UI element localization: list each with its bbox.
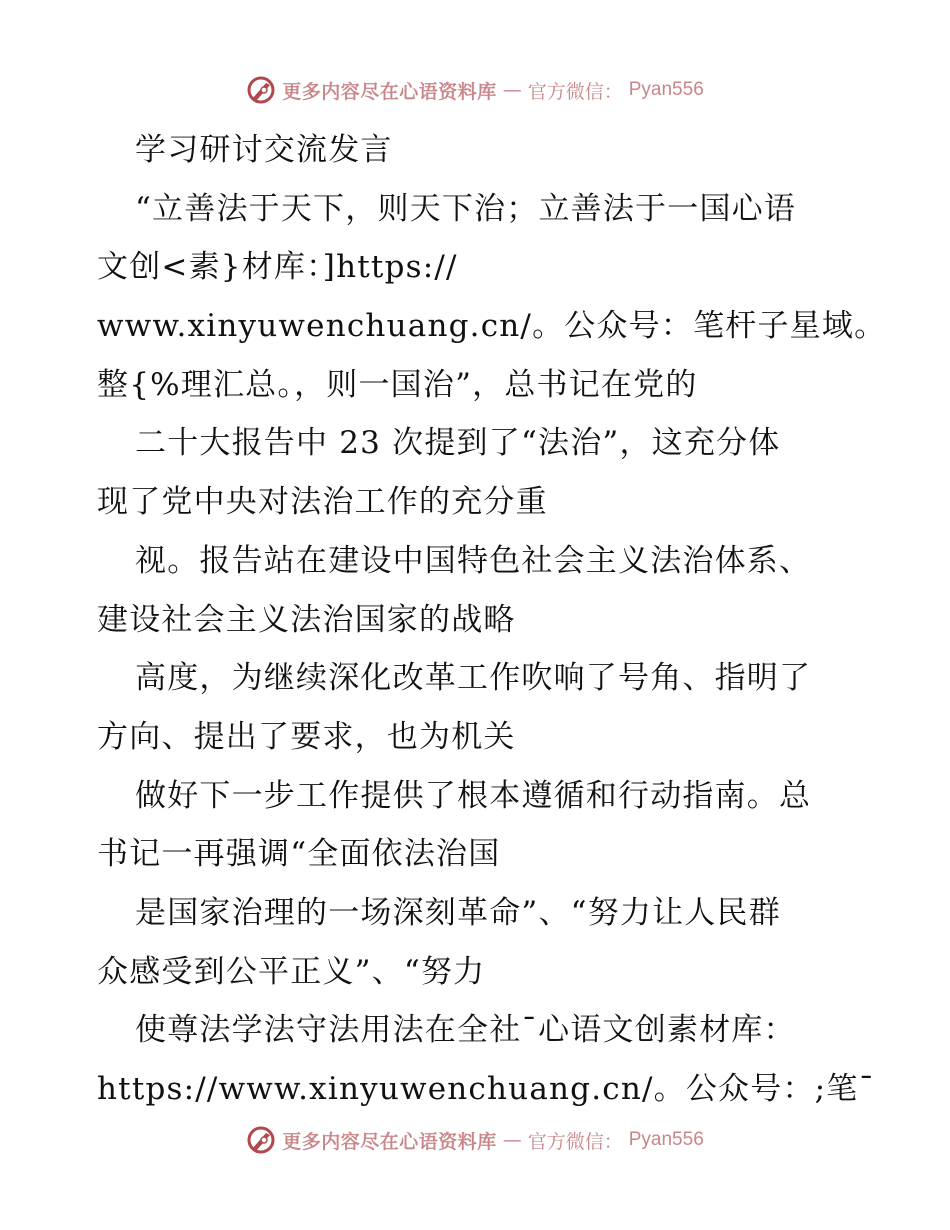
body-line: 整{%理汇总。，则一国治”，总书记在党的 xyxy=(97,366,698,403)
footer-banner xyxy=(0,1122,950,1158)
banner-separator: — xyxy=(502,79,522,101)
body-line: 是国家治理的一场深刻革命”、“努力让人民群 xyxy=(135,894,781,931)
body-line: “立善法于天下，则天下治；立善法于一国心语 xyxy=(135,190,797,227)
body-line: 做好下一步工作提供了根本遵循和行动指南。总 xyxy=(135,777,812,814)
body-line: 现了党中央对法治工作的充分重 xyxy=(97,484,548,521)
header-banner xyxy=(0,72,950,108)
banner-wechat-id: Pyan556 xyxy=(628,79,704,100)
document-body xyxy=(97,121,887,1119)
body-line: 书记一再强调“全面依法治国 xyxy=(97,836,501,873)
body-line: 建设社会主义法治国家的战略 xyxy=(97,601,516,638)
banner-wechat-label: 官方微信： xyxy=(527,1130,623,1153)
body-line: 众感受到公平正义”、“努力 xyxy=(97,953,486,990)
body-line: 文创<素}材库：]https:// xyxy=(97,249,458,286)
body-line: 方向、提出了要求，也为机关 xyxy=(97,718,516,755)
body-line: 高度，为继续深化改革工作吹响了号角、指明了 xyxy=(135,660,812,697)
body-line: 使尊法学法守法用法在全社¯心语文创素材库： xyxy=(135,1012,796,1049)
banner-wechat-label: 官方微信： xyxy=(527,80,623,103)
banner-text: 更多内容尽在心语资料库 xyxy=(282,1130,497,1153)
body-line: 视。报告站在建设中国特色社会主义法治体系、 xyxy=(135,542,812,579)
banner-separator: — xyxy=(502,1129,522,1151)
body-line: www.xinyuwenchuang.cn/。公众号：笔杆子星域。 xyxy=(97,308,887,345)
brush-logo-icon xyxy=(246,75,276,105)
body-line: 二十大报告中 23 次提到了“法治”，这充分体 xyxy=(135,425,781,462)
brush-logo-icon xyxy=(246,1125,276,1155)
banner-wechat-id: Pyan556 xyxy=(628,1129,704,1150)
body-line: 学习研讨交流发言 xyxy=(135,132,393,168)
body-line: https://www.xinyuwenchuang.cn/。公众号：;笔¯ xyxy=(97,1071,876,1107)
banner-text: 更多内容尽在心语资料库 xyxy=(282,80,497,103)
